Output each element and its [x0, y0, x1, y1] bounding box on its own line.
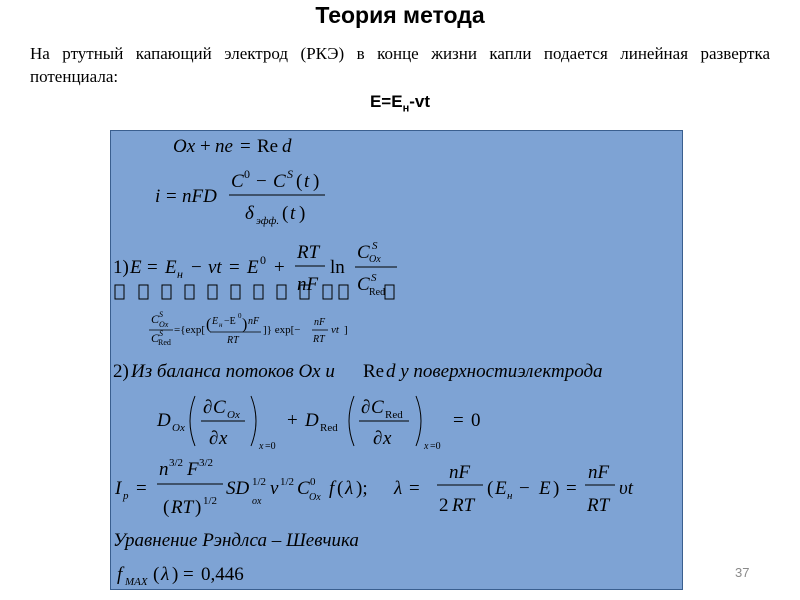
- randles-sevcik-label: Уравнение Рэндлса – Шевчика: [113, 530, 359, 551]
- fmax-equation: [117, 564, 244, 588]
- svg-text:vt: vt: [331, 324, 339, 336]
- main-equation-lhs: E=E: [369, 92, 403, 111]
- svg-text:t: t: [304, 171, 310, 192]
- svg-text:эфф.: эфф.: [256, 215, 280, 227]
- svg-text:C: C: [231, 171, 244, 192]
- svg-text:d: d: [282, 136, 292, 157]
- svg-text:=: =: [566, 478, 577, 499]
- svg-text:nF: nF: [314, 317, 326, 328]
- svg-text:=: =: [136, 478, 147, 499]
- svg-text:D: D: [305, 410, 319, 431]
- svg-text:S: S: [372, 240, 378, 252]
- svg-text:x: x: [424, 441, 429, 452]
- svg-text:E: E: [539, 478, 551, 499]
- svg-text:E: E: [165, 257, 177, 278]
- ratio-equation: [149, 310, 348, 347]
- svg-text:): ): [299, 203, 306, 224]
- page-number: 37: [735, 565, 750, 580]
- svg-text:=: =: [147, 257, 158, 278]
- svg-text:0: 0: [244, 167, 250, 181]
- svg-text:S: S: [159, 329, 163, 338]
- svg-text:E: E: [212, 316, 219, 327]
- svg-text:+: +: [200, 136, 211, 157]
- svg-text:): ): [172, 564, 179, 585]
- svg-text:x: x: [219, 428, 228, 449]
- svg-text:=0: =0: [265, 441, 276, 452]
- svg-text:∂: ∂: [361, 397, 371, 418]
- placeholder-boxes: [115, 285, 394, 299]
- svg-text:S: S: [159, 310, 163, 319]
- svg-text:=: =: [166, 186, 177, 207]
- svg-text:): ): [195, 497, 202, 518]
- svg-text:x: x: [259, 441, 264, 452]
- svg-text:): ): [553, 478, 560, 499]
- svg-text:Ox: Ox: [227, 409, 240, 421]
- svg-text:x: x: [383, 428, 392, 449]
- svg-text:0,446: 0,446: [201, 564, 244, 585]
- svg-text:ne: ne: [215, 136, 233, 157]
- svg-text:=: =: [183, 564, 194, 585]
- svg-text:S: S: [371, 272, 377, 284]
- intro-paragraph: На ртутный капающий электрод (РКЭ) в конце жизни капли подается линейная развертка потенциала:: [30, 44, 770, 86]
- svg-text:vt: vt: [208, 257, 222, 278]
- svg-text:]} exp[−: ]} exp[−: [263, 324, 301, 336]
- svg-text:I: I: [115, 478, 122, 499]
- current-equation: [155, 167, 325, 227]
- svg-text:(: (: [163, 497, 170, 518]
- svg-text:nF: nF: [588, 462, 610, 483]
- svg-text:δ: δ: [245, 203, 254, 224]
- svg-text:E: E: [130, 257, 142, 278]
- svg-text:nF: nF: [297, 274, 319, 295]
- svg-text:1): 1): [113, 257, 129, 278]
- svg-text:2): 2): [113, 361, 129, 382]
- svg-text:∂: ∂: [209, 428, 219, 449]
- svg-text:f: f: [329, 478, 335, 499]
- svg-text:(: (: [487, 478, 494, 499]
- svg-text:+: +: [287, 410, 298, 431]
- svg-text:−: −: [191, 257, 202, 278]
- svg-text:Red: Red: [385, 409, 403, 421]
- svg-text:C: C: [357, 274, 370, 295]
- svg-text:(: (: [206, 316, 212, 333]
- svg-text:0: 0: [471, 410, 481, 431]
- svg-text:): ): [242, 316, 248, 333]
- svg-text:λ: λ: [345, 478, 354, 499]
- svg-text:C: C: [297, 478, 310, 499]
- svg-text:1/2: 1/2: [252, 476, 267, 488]
- svg-text:=: =: [453, 410, 464, 431]
- svg-text:RT: RT: [227, 335, 239, 346]
- slide-title: Теория метода: [315, 2, 485, 28]
- svg-text:RT: RT: [452, 495, 475, 516]
- svg-text:]: ]: [344, 324, 348, 336]
- svg-text:(: (: [296, 171, 303, 192]
- equations-panel: [110, 130, 683, 590]
- svg-text:Из баланса потоков Ox и: Из баланса потоков Ox и: [131, 361, 335, 382]
- svg-text:(: (: [282, 203, 289, 224]
- svg-text:1/2: 1/2: [280, 476, 295, 488]
- main-equation: [0, 92, 800, 114]
- svg-text:λ: λ: [161, 564, 170, 585]
- svg-text:=: =: [229, 257, 240, 278]
- svg-text:f: f: [117, 564, 123, 585]
- svg-text:C: C: [151, 331, 160, 345]
- svg-text:nFD: nFD: [182, 186, 217, 207]
- main-equation-subscript: н: [402, 102, 410, 115]
- svg-text:d у поверхностиэлектрода: d у поверхностиэлектрода: [386, 361, 603, 382]
- svg-text:E: E: [247, 257, 259, 278]
- svg-text:н: н: [219, 321, 223, 329]
- svg-text:S: S: [287, 167, 293, 181]
- main-equation-rhs: -vt: [409, 92, 431, 111]
- svg-text:0: 0: [260, 253, 266, 267]
- svg-text:C: C: [371, 397, 384, 418]
- svg-text:);: );: [356, 478, 368, 499]
- svg-text:=0: =0: [430, 441, 441, 452]
- svg-text:Re: Re: [257, 136, 279, 157]
- svg-text:SD: SD: [226, 478, 250, 499]
- flux-balance-equation: [156, 396, 481, 452]
- svg-text:nF: nF: [248, 316, 260, 327]
- svg-text:Red: Red: [369, 287, 386, 298]
- svg-text:Ox: Ox: [369, 254, 381, 265]
- svg-text:t: t: [290, 203, 296, 224]
- svg-text:2: 2: [439, 495, 449, 516]
- svg-text:Ox: Ox: [173, 136, 196, 157]
- svg-text:λ: λ: [394, 478, 403, 499]
- svg-text:C: C: [151, 312, 160, 326]
- svg-text:н: н: [177, 267, 183, 281]
- equations-drawing: [111, 131, 684, 591]
- svg-text:Ox: Ox: [309, 492, 321, 503]
- svg-text:i: i: [155, 186, 161, 207]
- svg-text:3/2: 3/2: [169, 457, 184, 469]
- svg-text:3/2: 3/2: [199, 457, 214, 469]
- svg-text:∂: ∂: [203, 397, 213, 418]
- svg-text:v: v: [270, 478, 279, 499]
- svg-text:=: =: [409, 478, 420, 499]
- svg-text:F: F: [187, 459, 199, 480]
- svg-text:+: +: [274, 257, 285, 278]
- svg-text:(: (: [337, 478, 344, 499]
- svg-text:=: =: [240, 136, 251, 157]
- svg-text:Re: Re: [363, 361, 385, 382]
- svg-text:Ox: Ox: [172, 422, 185, 434]
- svg-text:RT: RT: [313, 334, 325, 345]
- svg-text:Ox: Ox: [159, 320, 169, 329]
- step2-text: [113, 361, 603, 382]
- svg-text:RT: RT: [171, 497, 194, 518]
- svg-text:Red: Red: [320, 422, 338, 434]
- svg-text:−: −: [256, 171, 267, 192]
- svg-text:D: D: [157, 410, 171, 431]
- svg-text:−E: −E: [224, 316, 236, 327]
- svg-text:E: E: [495, 478, 507, 499]
- svg-text:nF: nF: [449, 462, 471, 483]
- svg-text:0: 0: [238, 312, 242, 320]
- svg-text:Red: Red: [158, 338, 171, 347]
- svg-text:p: p: [123, 490, 129, 502]
- svg-text:н: н: [507, 490, 513, 502]
- svg-text:(: (: [153, 564, 160, 585]
- reaction-equation: [173, 136, 292, 157]
- svg-text:C: C: [273, 171, 286, 192]
- svg-text:ox: ox: [252, 496, 262, 507]
- svg-text:C: C: [213, 397, 226, 418]
- svg-text:): ): [313, 171, 320, 192]
- svg-text:={exp[: ={exp[: [174, 324, 206, 336]
- svg-text:MAX: MAX: [125, 576, 148, 588]
- svg-text:RT: RT: [297, 242, 320, 263]
- svg-text:−: −: [519, 478, 530, 499]
- svg-text:n: n: [159, 459, 169, 480]
- svg-text:υt: υt: [619, 478, 633, 499]
- step1-equation: [113, 240, 397, 298]
- svg-text:RT: RT: [587, 495, 610, 516]
- svg-text:C: C: [357, 242, 370, 263]
- svg-text:∂: ∂: [373, 428, 383, 449]
- svg-text:0: 0: [310, 476, 316, 488]
- svg-text:ln: ln: [330, 257, 345, 278]
- svg-text:1/2: 1/2: [203, 495, 218, 507]
- peak-current-equation: [114, 457, 634, 518]
